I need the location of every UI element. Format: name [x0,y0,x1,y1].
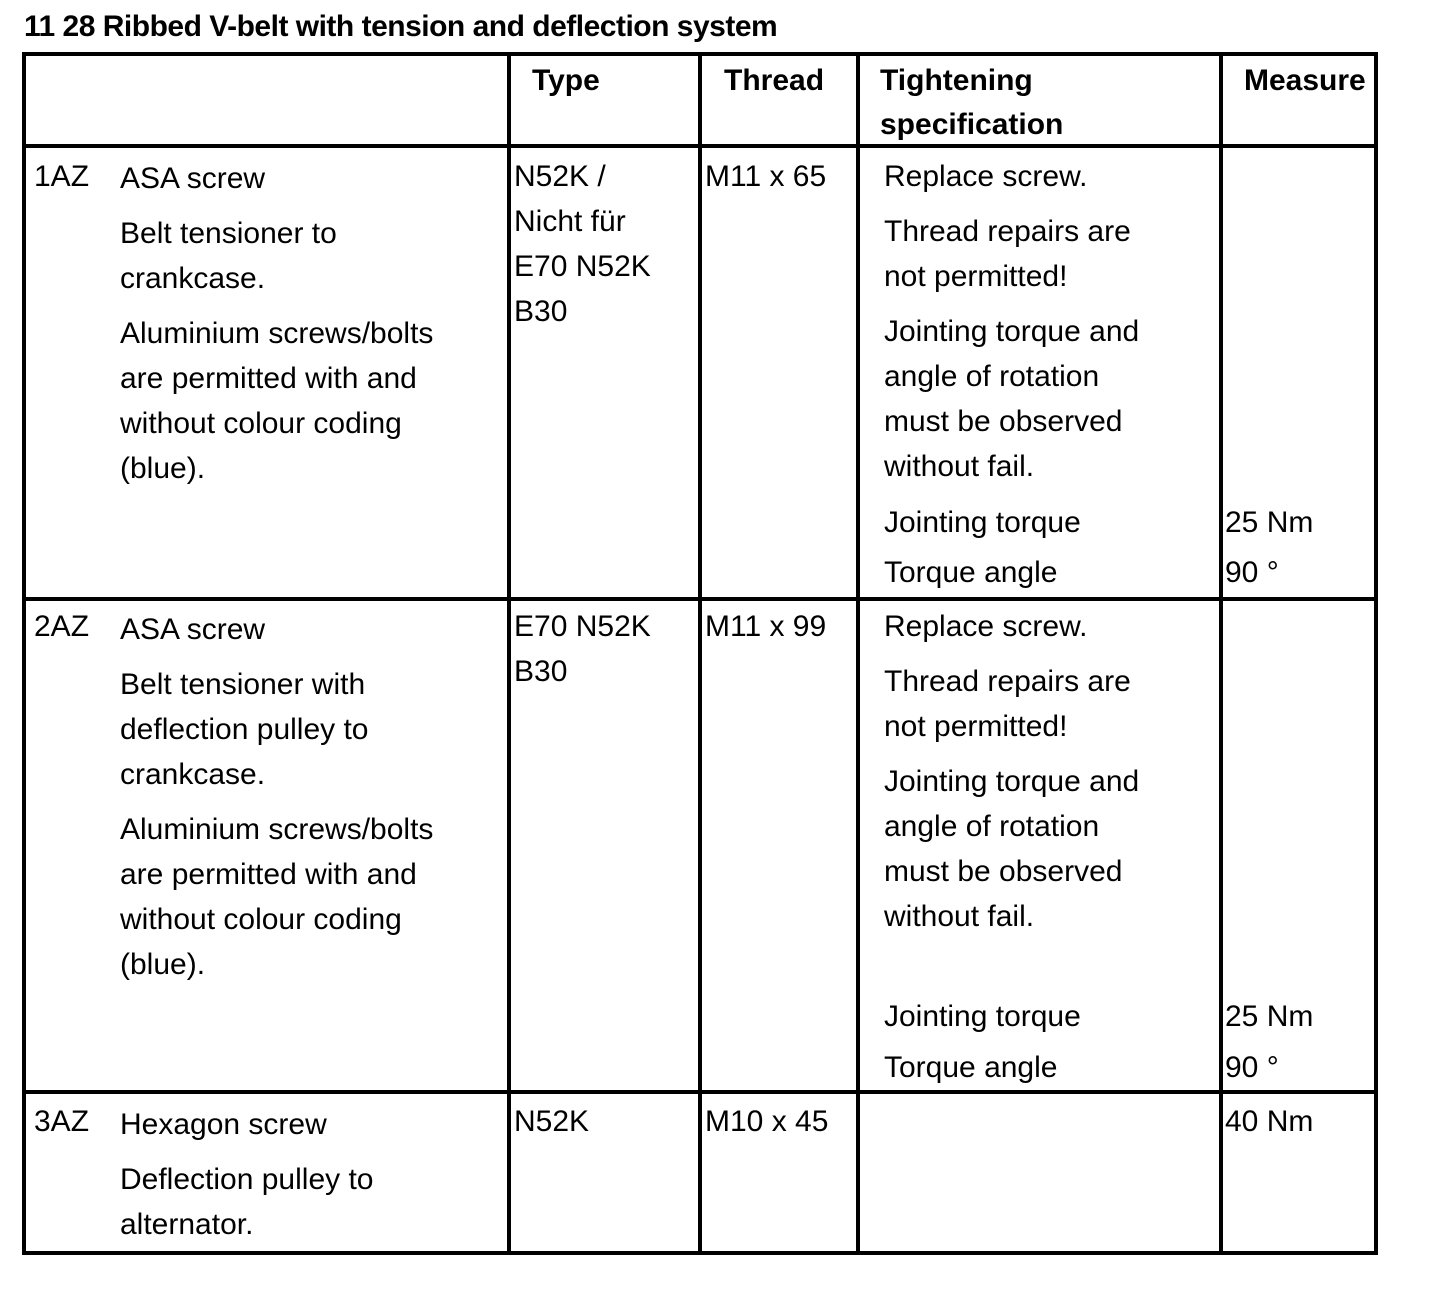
col-divider-spec [856,52,860,1255]
header-type: Type [532,64,600,97]
row-description: Hexagon screw Deflection pulley to alternator. [120,1108,374,1241]
row-id: 3AZ [34,1105,90,1138]
col-divider-thread [698,52,702,1255]
row-description: ASA screw Belt tensioner with deflection pulley to crankcase. Aluminium screws/bolts are permitted with and without colour coding (blue). [120,613,434,981]
row-spec: Replace screw. Thread repairs are not permitted! Jointing torque and angle of rotation must be observed without fail. [884,610,1140,933]
spec-angle-label: Torque angle [884,1051,1058,1084]
angle-value: 90 ° [1225,1051,1279,1084]
torque-value: 40 Nm [1225,1105,1314,1138]
row-type: N52K / Nicht für E70 N52K B30 [514,160,651,328]
spec-torque-label: Jointing torque [884,1000,1081,1033]
header-spec-line1: Tightening [880,64,1033,97]
row-type: N52K [514,1105,590,1138]
component-name: ASA screw [120,162,266,195]
component-name: ASA screw [120,613,266,646]
row-description: ASA screw Belt tensioner to crankcase. Aluminium screws/bolts are permitted with and without colour coding (blue). [120,162,434,485]
component-name: Hexagon screw [120,1108,327,1141]
row-id: 2AZ [34,610,90,643]
header-thread: Thread [724,64,825,97]
row-thread: M10 x 45 [705,1105,829,1138]
row-type: E70 N52K B30 [514,610,651,688]
row-spec: Replace screw. Thread repairs are not permitted! Jointing torque and angle of rotation must be observed without fail. [884,160,1140,483]
row-thread: M11 x 99 [705,610,827,643]
angle-value: 90 ° [1225,556,1279,589]
row-id: 1AZ [34,160,90,193]
document-title: 11 28 Ribbed V-belt with tension and deflection system [24,10,778,43]
header-spec-line2: specification [880,108,1064,141]
torque-value: 25 Nm [1225,1000,1314,1033]
table-border-right [1374,52,1378,1255]
col-divider-type [507,52,511,1255]
spec-angle-label: Torque angle [884,556,1058,589]
torque-value: 25 Nm [1225,506,1314,539]
row-thread: M11 x 65 [705,160,827,193]
col-divider-measure [1219,52,1223,1255]
spec-torque-label: Jointing torque [884,506,1081,539]
table-border-left [22,52,26,1255]
torque-spec-table [22,52,1378,1255]
header-measure: Measure [1244,64,1366,97]
